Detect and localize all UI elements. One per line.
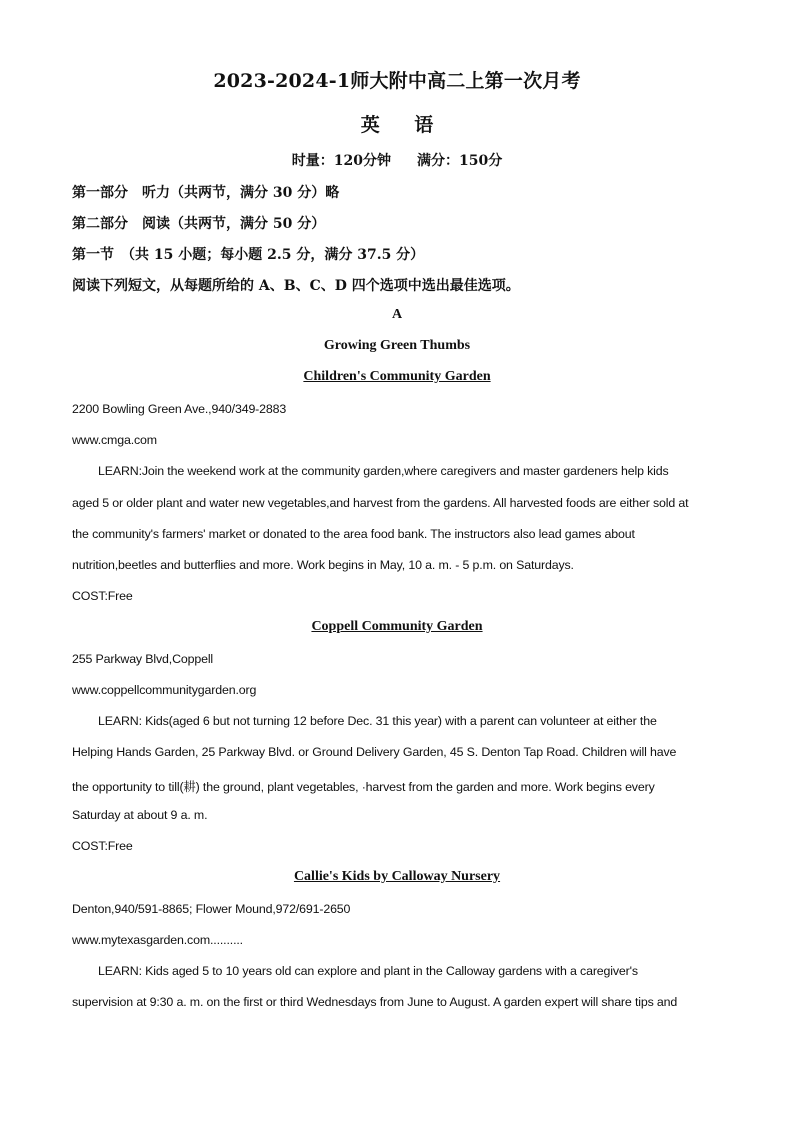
garden-website-1: www.cmga.com xyxy=(72,433,157,447)
garden-learn-1-line-1: LEARN:Join the weekend work at the community garden,where caregivers and master gardeners help kids xyxy=(98,464,669,478)
garden-learn-1-line-3: the community's farmers' market or donated to the area food bank. The instructors also lead games about xyxy=(72,527,635,541)
passage-title: Growing Green Thumbs xyxy=(323,338,471,353)
part-one-heading: 第一部分 听力（共两节，满分 30 分）略 xyxy=(72,185,340,201)
exam-meta xyxy=(0,150,794,170)
garden-website-2: www.coppellcommunitygarden.org xyxy=(72,683,257,697)
garden-learn-3-line-1: LEARN: Kids aged 5 to 10 years old can explore and plant in the Calloway gardens with a caregiver's xyxy=(98,964,638,978)
section-one-heading: 第一节 （共 15 小题；每小题 2.5 分，满分 37.5 分） xyxy=(72,247,425,263)
garden-learn-2-line-4: Saturday at about 9 a. m. xyxy=(72,808,208,822)
garden-website-3: www.mytexasgarden.com.......... xyxy=(72,933,243,947)
passage-letter: A xyxy=(391,307,403,322)
garden-address-1: 2200 Bowling Green Ave.,940/349-2883 xyxy=(72,402,287,416)
garden-learn-2-line-2: Helping Hands Garden, 25 Parkway Blvd. or Ground Delivery Garden, 45 S. Denton Tap Road. Children will have xyxy=(72,745,677,759)
garden-name-3: Callie's Kids by Calloway Nursery xyxy=(293,869,501,884)
garden-learn-1-line-4: nutrition,beetles and butterflies and more. Work begins in May, 10 a. m. - 5 p.m. on Saturdays. xyxy=(72,558,574,572)
time-limit: 时量：120分钟 xyxy=(291,153,391,169)
exam-title: 2023-2024-1师大附中高二上第一次月考 xyxy=(213,70,581,92)
subject-title: 英 语 xyxy=(360,114,448,136)
garden-address-2: 255 Parkway Blvd,Coppell xyxy=(72,652,214,666)
garden-name-2: Coppell Community Garden xyxy=(311,619,483,634)
full-score: 满分：150分 xyxy=(417,153,503,169)
garden-learn-3-line-2: supervision at 9:30 a. m. on the first or third Wednesdays from June to August. A garden expert will share tips and xyxy=(72,995,678,1009)
reading-instruction: 阅读下列短文，从每题所给的 A、B、C、D 四个选项中选出最佳选项。 xyxy=(72,278,520,294)
garden-learn-2-line-1: LEARN: Kids(aged 6 but not turning 12 before Dec. 31 this year) with a parent can volunteer at either the xyxy=(98,714,657,728)
garden-cost-1: COST:Free xyxy=(72,589,133,603)
garden-learn-1-line-2: aged 5 or older plant and water new vegetables,and harvest from the gardens. All harvested foods are either sold at xyxy=(72,496,689,510)
garden-learn-2-line-3: the opportunity to till(耕) the ground, plant vegetables, ·harvest from the garden and more. Work begins every xyxy=(72,780,655,794)
garden-address-3: Denton,940/591-8865; Flower Mound,972/691-2650 xyxy=(72,902,351,916)
garden-cost-2: COST:Free xyxy=(72,839,133,853)
garden-name-1: Children's Community Garden xyxy=(303,369,491,384)
part-two-heading: 第二部分 阅读（共两节，满分 50 分） xyxy=(72,216,326,232)
